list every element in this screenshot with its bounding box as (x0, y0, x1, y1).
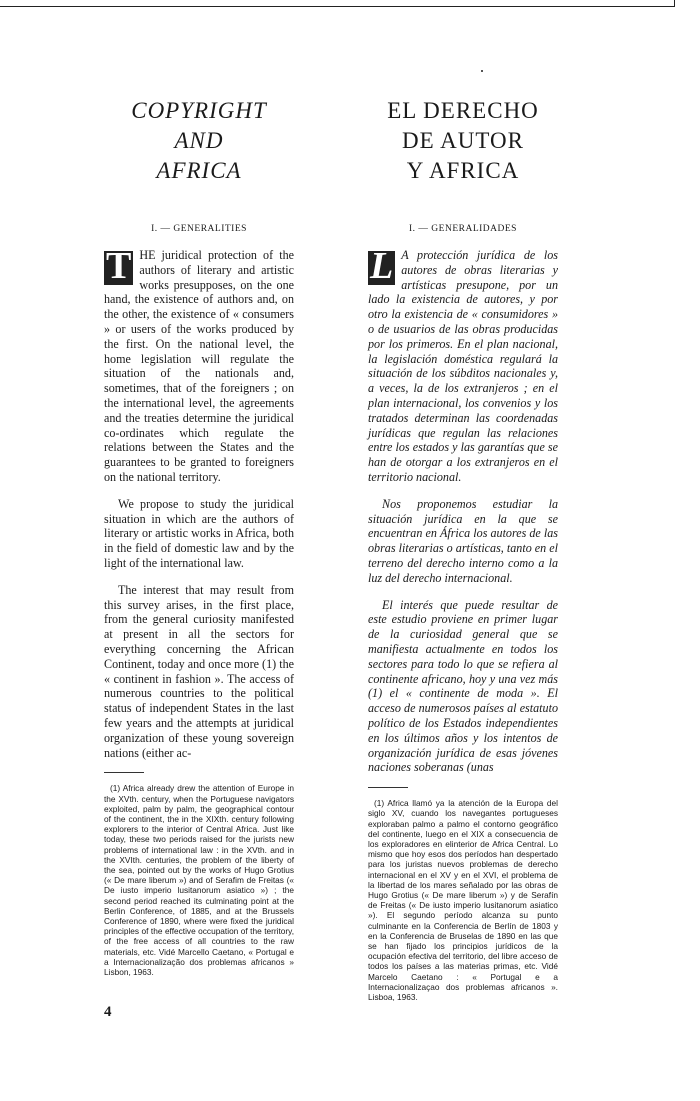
spanish-section-heading: I. — GENERALIDADES (409, 224, 517, 234)
english-paragraph-2: We propose to study the juridical situation in which are the authors of literary or artistic works in Africa, both in the field of domestic law and by the light of the international law. (104, 496, 294, 570)
spanish-footnote: (1) Africa llamó ya la atención de la Europa del siglo XV, cuando los navegantes portugueses exploraban palmo a palmo el contorno geográfico del continente, luego en el XIX a consecuencia de los exploradores en elinterior de Africa Central. Lo mismo que hoy esos dos períodos han despertado para los juristas nuevos problemas de derecho internacional en el XV y en el XVI, el problema de la libertad de los mares señalado por las obras de Hugo Grotius (« De mare liberum ») y de Serafín de Freitas (« De iusto imperio lusitanorum asiatico »). El segundo período alcanza su punto culminante en la Conferencia de Berlín de 1803 y en la Conferencia de Bruselas de 1890 en las que se han fijado los principios jurídicos de la ocupación efectiva del territorio, del libre acceso de todos los países a las materias primas, etc. Vidé Marcelo Caetano : « Portugal e a Internacionalizaçao dos problemas africanos ». Lisboa, 1963. (368, 798, 558, 1002)
english-column (104, 96, 294, 977)
english-footnote: (1) Africa already drew the attention of Europe in the XVth. century, when the Portuguese navigators exploited, palm by palm, the geographical contour of the continent, the in the XIXth. century following explorers to the interior of Central Africa. Just like today, these two periods raised for the jurists new problems of international law : in the XVth. and in the XVIth. centuries, the problem of the liberty of the sea, pointed out by the works of Hugo Grotius (« De mare liberum ») and of Serafim de Freitas (« De iusto imperio lusitanorum asiatico ») ; the second period reached its culminating point at the Berlin Conference, of 1885, and at the Brussels Conference of 1890, where were fixed the juridical principles of the effective occupation of the territory, of the free access of all countries to the raw materials, etc. Vidé Marcello Caetano, « Portugal e a Internacionalização dos problemas africanos » Lisbon, 1963. (104, 783, 294, 977)
page-number: 4 (104, 1004, 112, 1020)
spanish-paragraph-1-text: A protección jurídica de los autores de obras literarias y artísticas presupone, por un lado la existencia de autores, y por otro la existencia de « consumidores » o de usuarios de las obras producidas por los primeros. En el plan nacional, la legislación doméstica regulará la situación de los súbditos nacionales y, a veces, la de los extranjeros ; en el plan internacional, los convenios y los tratados determinan las coordenadas jurídicas que regulan las relaciones entre los estados y las garantías que se han de otorgar a los extranjeros en el territorio nacional. (368, 248, 558, 484)
print-speck (481, 70, 483, 72)
english-paragraph-3: The interest that may result from this survey arises, in the first place, from the general curiosity manifested at present in all the sectors for everything concerning the African Continent, today and once more (1) the « continent in fashion ». The access of numerous countries to the political status of independent States in the last few years and the attempts at juridical organization of these young sovereign nations (either ac- (104, 582, 294, 760)
spanish-title-line-2: DE AUTOR (402, 128, 524, 153)
spanish-paragraph-1 (368, 245, 558, 485)
english-paragraph-1-text: HE juridical protection of the authors of literary and artistic works presupposes, on the one hand, the existence of authors and, on the other, the existence of « consumers » or users of the works produced by the first. On the national level, the home legislation will regulate the situation of the nationals and, sometimes, that of the foreigners ; on the international level, the agreements and the treaties determine the juridical co-ordinates which regulate the relations between the States and the guarantees to be granted to foreigners on the national territory. (104, 248, 294, 484)
spanish-footnote-rule (368, 787, 408, 788)
english-title-line-2: AND (174, 128, 224, 153)
spanish-paragraph-3: El interés que puede resultar de este estudio proviene en primer lugar de la curiosidad general que se manifiesta actualmente en todos los sectores para todo lo que se refiera al continente africano, hoy y una vez más (1) el « continente de moda ». El acceso de numerosos países al estatuto político de los Estados independientes en los últimos años y los intentos de organización jurídica de esas jóvenes naciones soberanas (unas (368, 597, 558, 775)
spanish-paragraph-2: Nos proponemos estudiar la situación jurídica en la que se encuentran en África los autores de las obras literarias o artísticas, tanto en el terreno del derecho interno como a la luz del derecho internacional. (368, 496, 558, 585)
spanish-title-line-1: EL DERECHO (387, 98, 539, 123)
top-border-line (0, 0, 675, 7)
spanish-drop-cap: L (370, 245, 394, 287)
english-footnote-rule (104, 772, 144, 773)
english-paragraph-1 (104, 245, 294, 485)
spanish-title (368, 96, 558, 208)
english-title-line-1: COPYRIGHT (131, 98, 267, 123)
spanish-title-line-3: Y AFRICA (406, 158, 520, 183)
english-drop-cap: T (106, 245, 132, 287)
english-section-heading: I. — GENERALITIES (151, 224, 247, 234)
spanish-column (368, 96, 558, 1002)
english-title (104, 96, 294, 208)
english-title-line-3: AFRICA (156, 158, 242, 183)
